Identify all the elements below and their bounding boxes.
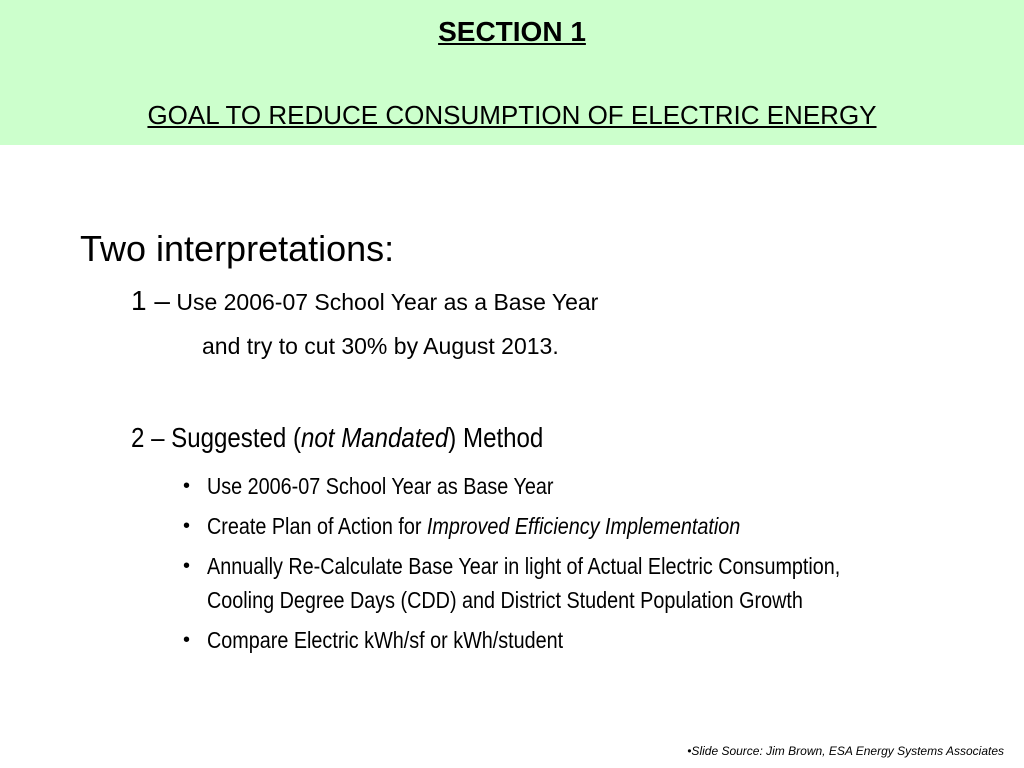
list-item [183, 509, 983, 543]
method-bullet-list [183, 469, 983, 663]
bullet-text: Annually Re-Calculate Base Year in light of Actual Electric Consumption, [207, 553, 841, 579]
section-title: SECTION 1 [438, 16, 586, 47]
bullet-emphasis: Improved Efficiency Implementation [426, 513, 741, 539]
interpretation-1 [131, 285, 598, 317]
interpretation-1-continuation: and try to cut 30% by August 2013. [202, 333, 559, 359]
bullet-icon: • [183, 555, 191, 577]
slide-source: •Slide Source: Jim Brown, ESA Energy Systems Associates [687, 744, 1004, 758]
interpretation-1-number: 1 – [131, 285, 170, 316]
bullet-text: Create Plan of Action for [207, 513, 427, 539]
bullet-text-line-2: Cooling Degree Days (CDD) and District Student Population Growth [207, 587, 803, 613]
title-banner [0, 0, 1024, 145]
interpretation-1-text: Use 2006-07 School Year as a Base Year [169, 289, 599, 315]
bullet-text: Compare Electric kWh/sf or kWh/student [207, 627, 564, 653]
interpretation-2-emphasis: not Mandated [301, 422, 449, 453]
content-heading: Two interpretations: [80, 228, 395, 269]
goal-title: GOAL TO REDUCE CONSUMPTION OF ELECTRIC ENERGY [147, 100, 877, 130]
interpretation-2-prefix: 2 – Suggested ( [131, 422, 302, 453]
bullet-icon: • [183, 629, 191, 651]
list-item [183, 549, 983, 617]
list-item [183, 623, 983, 657]
bullet-text: Use 2006-07 School Year as Base Year [207, 473, 554, 499]
list-item [183, 469, 983, 503]
bullet-icon: • [183, 475, 191, 497]
interpretation-2 [131, 422, 610, 454]
bullet-icon: • [183, 515, 191, 537]
interpretation-2-suffix: ) Method [448, 422, 544, 453]
